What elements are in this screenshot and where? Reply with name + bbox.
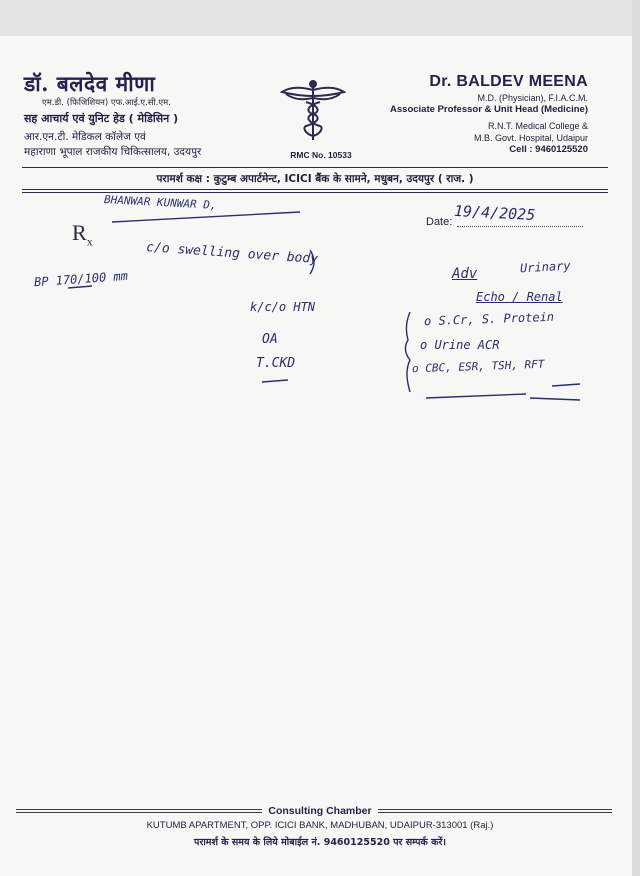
- history-item: OA: [262, 332, 278, 347]
- doctor-name-english: Dr. BALDEV MEENA: [429, 73, 588, 90]
- rx-symbol: $R_x$: [72, 220, 93, 249]
- page-edge: [632, 0, 640, 876]
- advice-item: Echo / Renal: [476, 290, 563, 304]
- footer-title: Consulting Chamber: [0, 805, 640, 817]
- advice-item: o CBC, ESR, TSH, RFT: [411, 357, 545, 376]
- date-value: 19/4/2025: [453, 201, 536, 225]
- advice-item: o Urine ACR: [420, 338, 500, 352]
- chief-complaint: c/o swelling over body: [145, 240, 319, 267]
- college-hindi-1: आर.एन.टी. मेडिकल कॉलेज एवं: [24, 131, 146, 143]
- footer-address: KUTUMB APARTMENT, OPP. ICICI BANK, MADHUBAN, UDAIPUR-313001 (Raj.): [146, 820, 494, 831]
- advice-item: Urinary: [519, 258, 571, 276]
- history-item: k/c/o HTN: [250, 300, 316, 314]
- college-english-1: R.N.T. Medical College &: [487, 121, 588, 131]
- advice-item: o S.Cr, S. Protein: [423, 309, 555, 329]
- advice-title: Adv: [452, 266, 478, 282]
- rmc-number: RMC No. 10533: [290, 150, 352, 160]
- degree-english: M.D. (Physician), F.I.A.C.M.: [477, 93, 588, 103]
- post-english: Associate Professor & Unit Head (Medicine): [390, 104, 588, 115]
- blood-pressure: BP 170/100 mm: [33, 268, 129, 290]
- doctor-name-hindi: डॉ. बलदेव मीणा: [24, 71, 156, 96]
- college-english-2: M.B. Govt. Hospital, Udaipur: [473, 133, 588, 143]
- history-item: T.CKD: [256, 356, 296, 371]
- college-hindi-2: महाराणा भूपाल राजकीय चिकित्सालय, उदयपुर: [24, 146, 202, 158]
- date-label: Date:: [426, 216, 453, 228]
- post-hindi: सह आचार्य एवं युनिट हेड ( मेडिसिन ): [24, 112, 179, 125]
- cell-number: Cell : 9460125520: [509, 144, 588, 155]
- footer-phone-line: परामर्श के समय के लिये मोबाईल नं. 9460125520 पर सम्पर्क करें।: [194, 837, 446, 848]
- clinic-address-hindi: परामर्श कक्ष : कुटुम्ब अपार्टमेन्ट, ICICI बैंक के सामने, मधुबन, उदयपुर ( राज. ): [156, 173, 474, 185]
- patient-name: BHANWAR KUNWAR D,: [103, 193, 217, 212]
- degree-hindi: एम.डी. (फिजिशियन) एफ.आई.ए.सी.एम.: [42, 98, 171, 108]
